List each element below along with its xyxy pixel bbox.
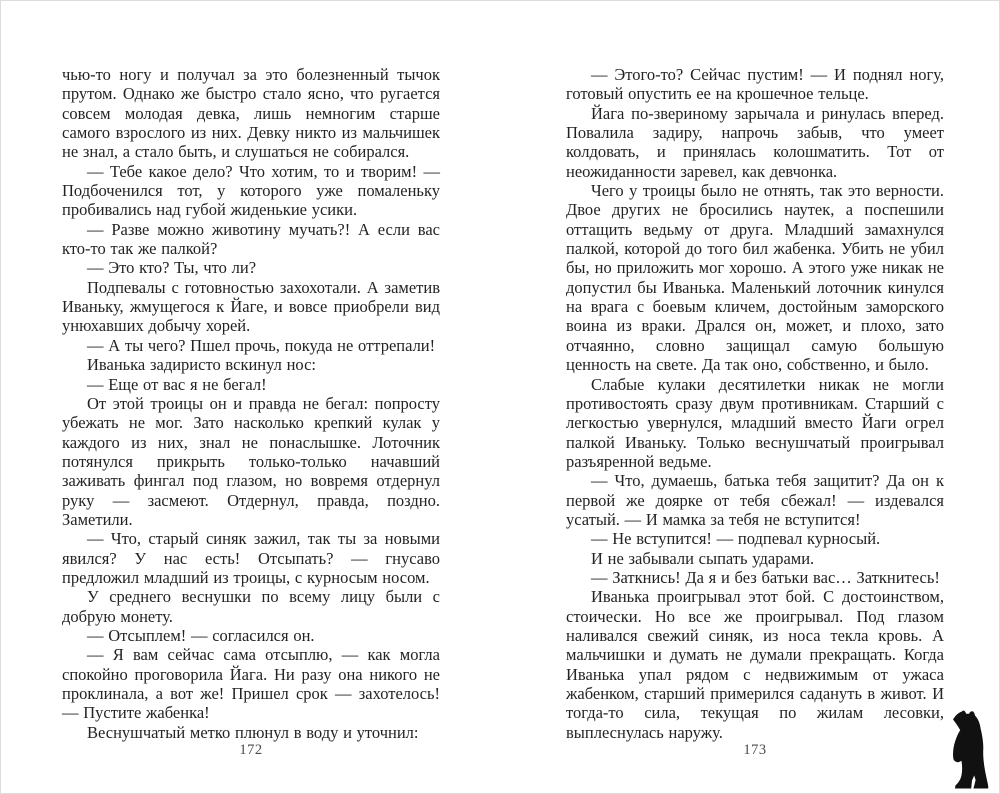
paragraph: Иванька проигрывал этот бой. С достоинством, стоически. Но все же проигрывал. Под глазом наливался свежий синяк, из носа текла кровь. А мальчишки и думать не думали прекращать. Когда Иванька упал рядом с недвижимым от ужаса жабенком, старший примерился садануть в живот. И тогда-то сила, текущая по жилам лесовки, выплеснулась наружу. (566, 587, 944, 742)
paragraph: чью-то ногу и получал за это болезненный тычок прутом. Однако же быстро стало ясно, что ругается совсем молодая девка, лишь немногим старше самого взрослого из них. Девку никто из мальчишек не знал, а стало быть, и слушаться не собирался. (62, 65, 440, 162)
page-left (62, 65, 440, 765)
paragraph: — Отсыплем! — согласился он. (87, 625, 315, 645)
paragraph: — А ты чего? Пшел прочь, покуда не оттрепали! (87, 335, 436, 355)
paragraph: Йага по-звериному зарычала и ринулась вперед. Повалила задиру, напрочь забыв, что умеет колдовать, и принялась колошматить. Тот от неожиданности заревел, как девчонка. (566, 103, 944, 181)
paragraph: И не забывали сыпать ударами. (591, 548, 815, 568)
paragraph: Слабые кулаки десятилетки никак не могли противостоять сразу двум противникам. Старший с легкостью увернулся, младший вместо Йаги огрел палкой Иваньку. Только веснушчатый проигрывал разъяренной ведьме. (566, 374, 944, 471)
publisher-bear-icon (948, 710, 992, 791)
paragraph: — Заткнись! Да я и без батьки вас… Заткнитесь! (591, 567, 940, 587)
paragraph: — Не вступится! — подпевал курносый. (591, 529, 881, 549)
paragraph: Чего у троицы было не отнять, так это верности. Двое других не бросились наутек, а поспешили оттащить ведьму от друга. Младший замахнулся палкой, которой до того бил жабенка. Убить не убил бы, но приложить мог хорошо. А этого уже никак не допустил бы Иванька. Маленький лоточник кинулся на врага с боевым кличем, достойным заморского воина из враки. Дрался он, может, и плохо, зато отчаянно, словно защищал самую большую ценность на свете. Да так оно, собственно, и было. (566, 181, 944, 375)
page-right (566, 65, 944, 765)
page-right-text (566, 65, 944, 742)
page-number-right: 173 (743, 742, 767, 758)
paragraph: — Разве можно животину мучать?! А если вас кто-то так же палкой? (62, 219, 440, 259)
paragraph: — Что, старый синяк зажил, так ты за новыми явился? У нас есть! Отсыпать? — гнусаво предложил младший из троицы, с курносым носом. (62, 529, 440, 587)
paragraph: — Это кто? Ты, что ли? (87, 258, 257, 278)
page-left-text (62, 65, 440, 742)
paragraph: Веснушчатый метко плюнул в воду и уточнил: (87, 722, 419, 742)
paragraph: Иванька задиристо вскинул нос: (87, 355, 316, 375)
page-number-left: 172 (239, 742, 263, 758)
paragraph: — Этого-то? Сейчас пустим! — И поднял ногу, готовый опустить ее на крошечное тельце. (566, 65, 944, 104)
paragraph: — Что, думаешь, батька тебя защитит? Да он к первой же доярке от тебя сбежал! — издевался усатый. — И мамка за тебя не вступится! (566, 471, 944, 529)
paragraph: У среднего веснушки по всему лицу были с добрую монету. (62, 587, 440, 626)
paragraph: От этой троицы он и правда не бегал: попросту убежать не мог. Зато насколько крепкий кулак у каждого из них, знал не понаслышке. Лоточник потянулся прикрыть только-только начавший заживать фингал под глазом, но вовремя отдернул руку — засмеют. Отдернул, правда, поздно. Заметили. (62, 393, 440, 529)
paragraph: — Я вам сейчас сама отсыплю, — как могла спокойно проговорила Йага. Ни разу она никого не проклинала, а вот же! Пришел срок — захотелось! — Пустите жабенка! (62, 645, 440, 723)
paragraph: — Тебе какое дело? Что хотим, то и творим! — Подбоченился тот, у которого уже помаленьку пробивались над губой жиденькие усики. (62, 161, 440, 220)
paragraph: — Еще от вас я не бегал! (87, 374, 267, 394)
paragraph: Подпевалы с готовностью захохотали. А заметив Иваньку, жмущегося к Йаге, и вовсе приобрели вид унюхавших добычу хорей. (62, 277, 440, 336)
